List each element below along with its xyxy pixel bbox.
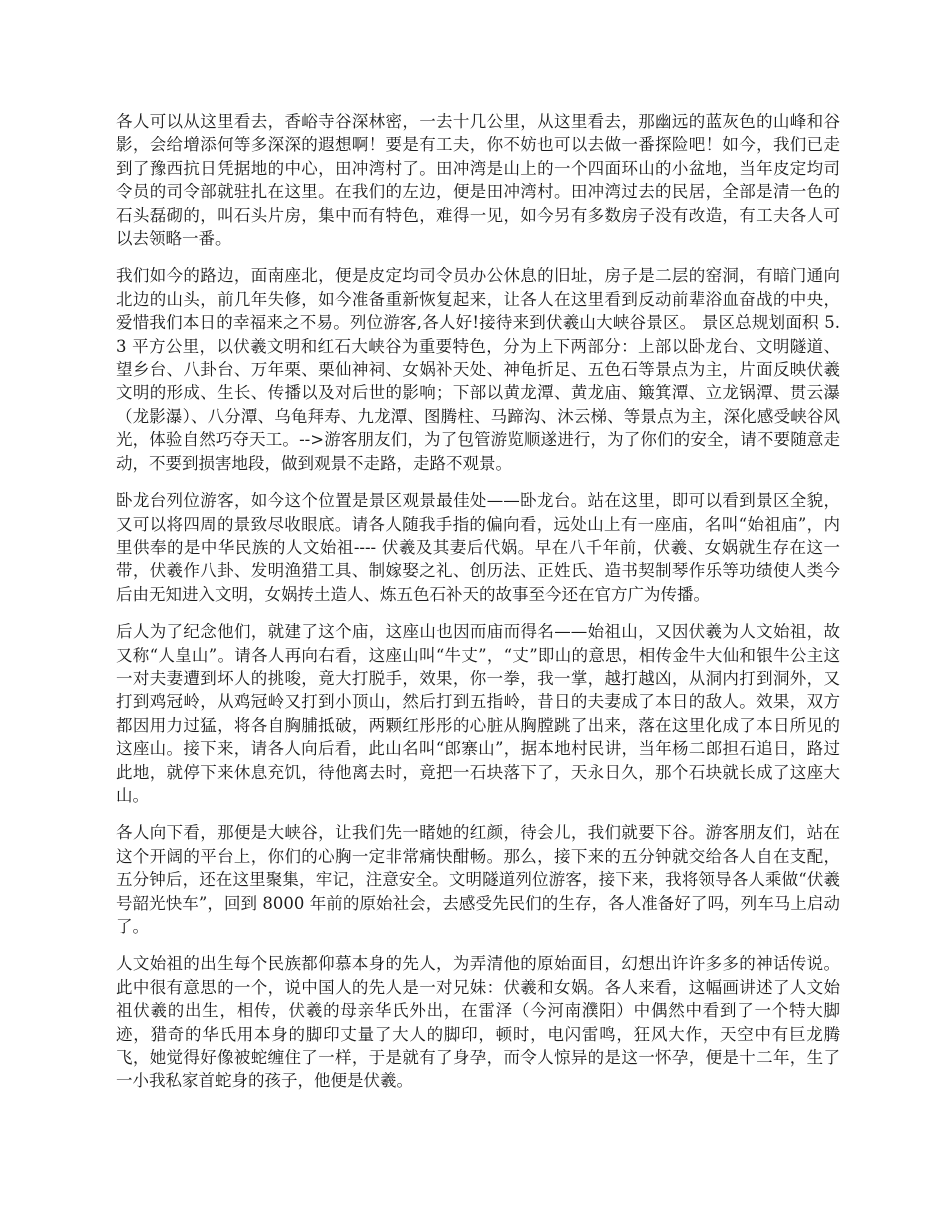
paragraph-3: 卧龙台列位游客，如今这个位置是景区观景最佳处——卧龙台。站在这里，即可以看到景区全貌，又可以将四周的景致尽收眼底。请各人随我手指的偏向看，远处山上有一座庙，名叫“始祖庙”，内里供奉的是中华民族的人文始祖---- 伏羲及其妻后代娲。早在八千年前，伏羲、女娲就生存在这一带，伏羲作八卦、发明渔猎工具、制嫁娶之礼、创历法、正姓氏、造书契制琴作乐等功绩使人类今后由无知进入文明，女娲抟土造人、炼五色石补天的故事至今还在官方广为传播。 [116,491,840,604]
paragraph-1: 各人可以从这里看去，香峪寺谷深林密，一去十几公里，从这里看去，那幽远的蓝灰色的山峰和谷影，会给增添何等多深深的遐想啊！要是有工夫，你不妨也可以去做一番探险吧！如今，我们已走到了豫西抗日凭据地的中心，田冲湾村了。田冲湾是山上的一个四面环山的小盆地，当年皮定均司令员的司令部就驻扎在这里。在我们的左边，便是田冲湾村。田冲湾过去的民居，全部是清一色的石头磊砌的，叫石头片房，集中而有特色，难得一见，如今另有多数房子没有改造，有工夫各人可以去领略一番。 [116,112,840,249]
paragraph-5: 各人向下看，那便是大峡谷，让我们先一睹她的红颜，待会儿，我们就要下谷。游客朋友们，站在这个开阔的平台上，你们的心胸一定非常痛快酣畅。那么，接下来的五分钟就交给各人自在支配，五分钟后，还在这里聚集，牢记，注意安全。文明隧道列位游客，接下来，我将领导各人乘做“伏羲号韶光快车”，回到 8000 年前的原始社会，去感受先民们的生存，各人准备好了吗，列车马上启动了。 [116,823,840,936]
paragraph-4: 后人为了纪念他们，就建了这个庙，这座山也因而庙而得名——始祖山，又因伏羲为人文始祖，故又称“人皇山”。请各人再向右看，这座山叫“牛丈”，“丈”即山的意思，相传金牛大仙和银牛公主这一对夫妻遭到坏人的挑唆，竟大打脱手，效果，你一拳，我一掌，越打越凶，从洞内打到洞外，又打到鸡冠岭，从鸡冠岭又打到小顶山，然后打到五指岭，昔日的夫妻成了本日的敌人。效果，双方都因用力过猛，将各自胸脯抵破，两颗红彤彤的心脏从胸膛跳了出来，落在这里化成了本日所见的这座山。接下来，请各人向后看，此山名叫“郎寨山”，据本地村民讲，当年杨二郎担石追日，路过此地，就停下来休息充饥，待他离去时，竟把一石块落下了，天永日久，那个石块就长成了这座大山。 [116,622,840,805]
paragraph-6: 人文始祖的出生每个民族都仰慕本身的先人，为弄清他的原始面目，幻想出许许多多的神话传说。此中很有意思的一个，说中国人的先人是一对兄妹：伏羲和女娲。各人来看，这幅画讲述了人文始祖伏羲的出生，相传，伏羲的母亲华氏外出，在雷泽（今河南濮阳）中偶然中看到了一个特大脚迹，猎奇的华氏用本身的脚印丈量了大人的脚印，顿时，电闪雷鸣，狂风大作，天空中有巨龙腾飞，她觉得好像被蛇缠住了一样，于是就有了身孕，而令人惊异的是这一怀孕，便是十二年，生了一小我私家首蛇身的孩子，他便是伏羲。 [116,954,840,1091]
paragraph-2: 我们如今的路边，面南座北，便是皮定均司令员办公休息的旧址，房子是二层的窑洞，有暗门通向北边的山头，前几年失修，如今准备重新恢复起来，让各人在这里看到反动前辈浴血奋战的中央，爱惜我们本日的幸福来之不易。列位游客,各人好!接待来到伏羲山大峡谷景区。 景区总规划面积 5.3 平方公里，以伏羲文明和红石大峡谷为重要特色，分为上下两部分：上部以卧龙台、文明隧道、望乡台、八卦台、万年栗、栗仙神祠、女娲补天处、神龟折足、五色石等景点为主，片面反映伏羲文明的形成、生长、传播以及对后世的影响；下部以黄龙潭、黄龙庙、簸箕潭、立龙锅潭、贯云瀑（龙影瀑）、八分潭、乌龟拜寿、九龙潭、图腾柱、马蹄沟、沐云梯、等景点为主，深化感受峡谷风光，体验自然巧夺天工。-->游客朋友们，为了包管游览顺遂进行，为了你们的安全，请不要随意走动，不要到损害地段，做到观景不走路，走路不观景。 [116,266,840,473]
document-body [116,110,840,1107]
